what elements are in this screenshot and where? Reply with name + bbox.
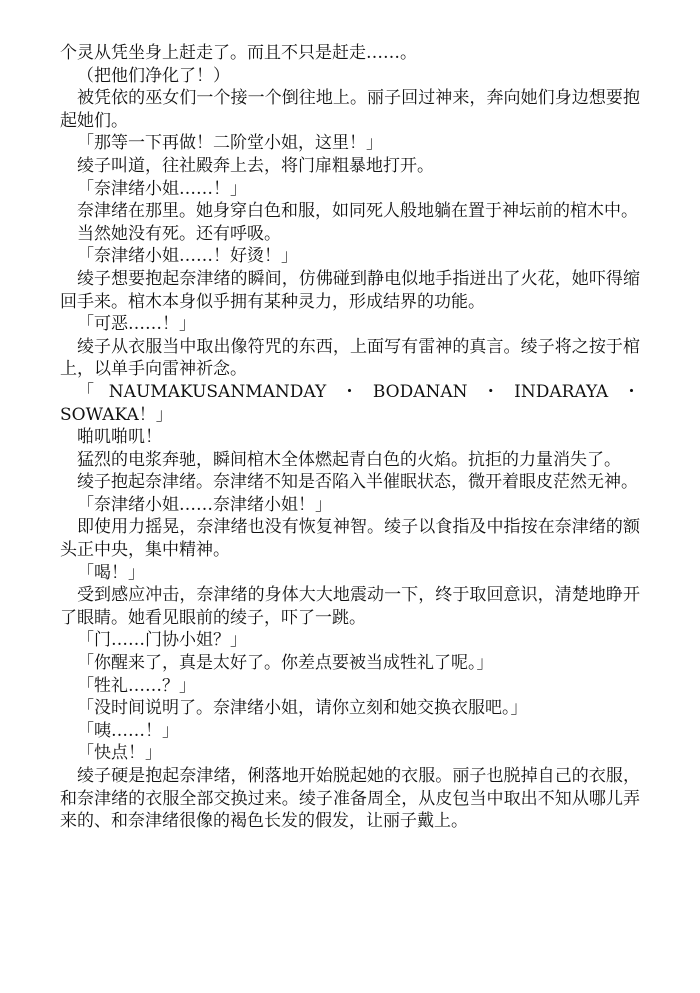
paragraph: 绫子抱起奈津绪。奈津绪不知是否陷入半催眠状态，微开着眼皮茫然无神。 bbox=[77, 472, 638, 493]
paragraph: 猛烈的电浆奔驰，瞬间棺木全体燃起青白色的火焰。抗拒的力量消失了。 bbox=[77, 449, 621, 470]
paragraph: 「你醒来了，真是太好了。你差点要被当成牲礼了呢。」 bbox=[77, 653, 494, 674]
paragraph: 「可恶……！」 bbox=[77, 314, 196, 335]
paragraph: 「没时间说明了。奈津绪小姐，请你立刻和她交换衣服吧。」 bbox=[77, 698, 528, 719]
paragraph: 个灵从凭坐身上赶走了。而且不只是赶走……。 bbox=[60, 43, 417, 63]
paragraph: 「快点！」 bbox=[77, 743, 162, 764]
paragraph: 「奈津绪小姐……！好烫！」 bbox=[77, 246, 298, 267]
paragraph: 「门……门协小姐？」 bbox=[77, 630, 247, 651]
paragraph: 「NAUMAKUSANMANDAY・BODANAN・INDARAYA・SOWAKA！」 bbox=[60, 381, 640, 425]
paragraph: （把他们净化了！） bbox=[77, 65, 230, 86]
paragraph: 受到感应冲击，奈津绪的身体大大地震动一下，终于取回意识，清楚地睁开了眼睛。她看见眼前的绫子，吓了一跳。 bbox=[60, 585, 640, 628]
paragraph: 即使用力摇晃，奈津绪也没有恢复神智。绫子以食指及中指按在奈津绪的额头正中央，集中精神。 bbox=[60, 517, 640, 561]
paragraph: 「那等一下再做！二阶堂小姐，这里！」 bbox=[77, 133, 383, 154]
novel-page bbox=[60, 42, 640, 833]
paragraph: 「咦……！」 bbox=[77, 720, 179, 741]
paragraph: 「牲礼……？」 bbox=[77, 675, 196, 696]
paragraph: 绫子硬是抱起奈津绪，俐落地开始脱起她的衣服。丽子也脱掉自己的衣服，和奈津绪的衣服全部交换过来。绫子准备周全，从皮包当中取出不知从哪儿弄来的、和奈津绪很像的褐色长发的假发，让丽子戴上。 bbox=[60, 766, 640, 832]
paragraph: 绫子从衣服当中取出像符咒的东西，上面写有雷神的真言。绫子将之按于棺上，以单手向雷神祈念。 bbox=[60, 336, 640, 380]
paragraph: 「奈津绪小姐……！」 bbox=[77, 178, 247, 199]
paragraph: 啪叽啪叽！ bbox=[77, 427, 162, 448]
paragraph: 当然她没有死。还有呼吸。 bbox=[77, 223, 281, 244]
paragraph: 被凭依的巫女们一个接一个倒往地上。丽子回过神来，奔向她们身边想要抱起她们。 bbox=[60, 88, 640, 131]
paragraph: 绫子想要抱起奈津绪的瞬间，仿佛碰到静电似地手指迸出了火花，她吓得缩回手来。棺木本身似乎拥有某种灵力，形成结界的功能。 bbox=[60, 268, 640, 312]
paragraph: 「奈津绪小姐……奈津绪小姐！」 bbox=[77, 494, 332, 515]
paragraph: 奈津绪在那里。她身穿白色和服，如同死人般地躺在置于神坛前的棺木中。 bbox=[77, 201, 638, 222]
paragraph: 「喝！」 bbox=[77, 562, 145, 583]
paragraph: 绫子叫道，往社殿奔上去，将门扉粗暴地打开。 bbox=[77, 155, 434, 176]
